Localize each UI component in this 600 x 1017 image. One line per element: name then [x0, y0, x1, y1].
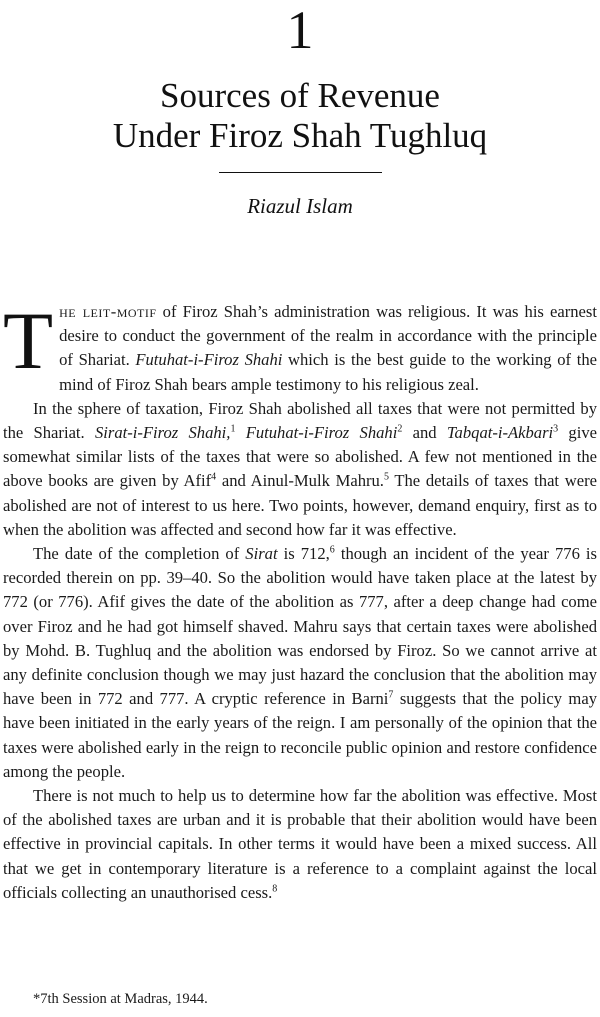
- text-run: which is the best guide to the working of the mind of Firoz Shah bears ample testimony to his religious zeal.: [59, 350, 597, 394]
- text-run: suggests that the policy may have been initiated in the early years of the reign. I am personally of the opinion that the taxes were abolished early in the reign to reconcile public opinion and restore confidence among the people.: [3, 689, 597, 781]
- text-run: of Firoz Shah’s administration was religious. It was his earnest desire to conduct the government of the realm in accordance with the principle of Shariat.: [59, 302, 597, 370]
- text-run: The details of taxes that were abolished are not of interest to us here. Two points, however, demand enquiry, first as to when the abolition was affected and second how far it was effective.: [3, 471, 597, 539]
- book-title: Futuhat-i-Firoz Shahi: [245, 423, 398, 443]
- text-run: There is not much to help us to determine how far the abolition was effective. Most of the abolished taxes are urban and it is probable that their abolition would have been effective in provincial capitals. In other terms it would have been a mixed success. All that we get in contemporary literature is a reference to a complaint against the local officials collecting an unauthorised cess.: [3, 786, 597, 902]
- book-title: Sirat: [245, 544, 278, 564]
- opening-small-caps: he leit-motif: [59, 302, 157, 321]
- session-footnote: *7th Session at Madras, 1944.: [33, 991, 208, 1007]
- footnote-ref[interactable]: 6: [329, 544, 335, 556]
- text-run: and Ainul-Mulk Mahru.: [216, 471, 384, 491]
- text-run: In the sphere of taxation, Firoz Shah abolished all taxes that were not permitted by the Shariat.: [3, 398, 597, 443]
- title-divider: [219, 172, 382, 173]
- text-run: is 712,: [277, 544, 330, 564]
- text-run: and: [402, 423, 447, 443]
- chapter-author: Riazul Islam: [247, 194, 353, 218]
- drop-cap: T: [3, 295, 54, 386]
- paragraph-4: [3, 784, 597, 905]
- text-run: give somewhat similar lists of the taxes that were so abolished. A few not mentioned in the above books are given by Afif: [3, 423, 598, 491]
- paragraph-3: [3, 542, 597, 784]
- chapter-number: 1: [286, 0, 314, 60]
- chapter-title: [0, 76, 600, 156]
- chapter-title-line-2: Under Firoz Shah Tughluq: [112, 116, 488, 155]
- footnote-ref[interactable]: 3: [553, 423, 559, 435]
- book-title: Futuhat-i-Firoz Shahi: [135, 350, 283, 370]
- book-title: Sirat-i-Firoz Shahi,: [94, 423, 231, 443]
- book-title: Tabqat-i-Akbari: [446, 423, 554, 443]
- paragraph-2: [3, 397, 597, 542]
- chapter-title-line-1: Sources of Revenue: [160, 76, 440, 115]
- footnote-ref[interactable]: 5: [383, 471, 389, 483]
- footnote-ref[interactable]: 1: [230, 423, 236, 435]
- text-run: [235, 423, 245, 442]
- footnote-ref[interactable]: 2: [397, 423, 403, 435]
- footnote-ref[interactable]: 8: [272, 883, 278, 895]
- text-run: The date of the completion of: [33, 544, 246, 564]
- footnote-ref[interactable]: 7: [388, 689, 394, 701]
- paragraph-1: [3, 295, 597, 397]
- text-run: though an incident of the year 776 is recorded therein on pp. 39–40. So the abolition would have taken place at the latest by 772 (or 776). Afif gives the date of the abolition as 777, after a deep change had come over Firoz and he had got himself shaved. Mahru says that certain taxes were abolished by Mohd. B. Tughluq and the abolition was endorsed by Firoz. So we cannot arrive at any definite conclusion though we may just hazard the conclusion that the abolition may have been in 772 and 777. A cryptic reference in Barni: [3, 544, 597, 709]
- footnote-ref[interactable]: 4: [211, 471, 217, 483]
- body-text: [3, 295, 598, 905]
